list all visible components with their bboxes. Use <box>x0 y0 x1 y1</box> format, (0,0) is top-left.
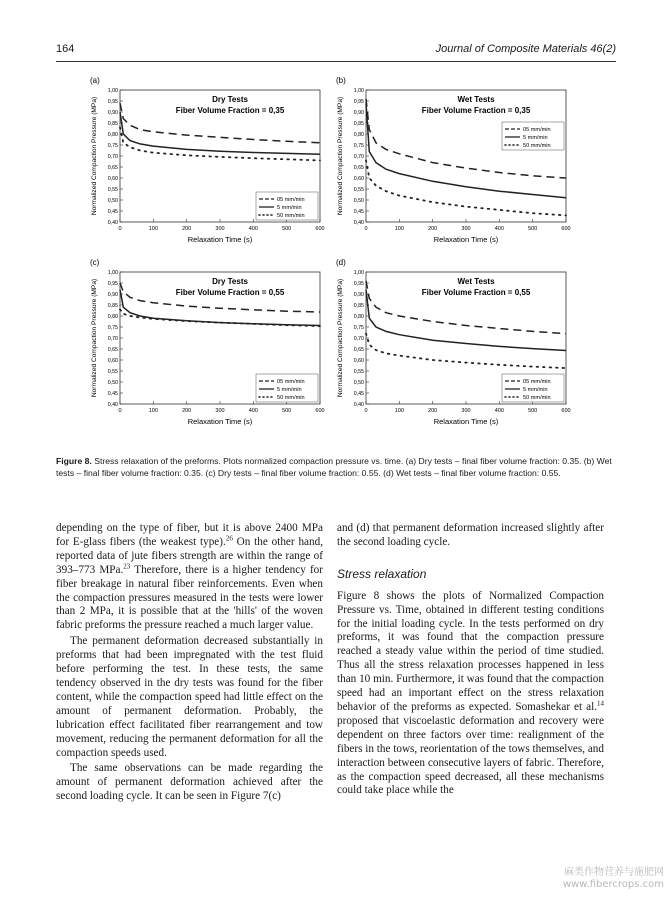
x-tick-label: 300 <box>461 408 471 414</box>
legend-label: 05 mm/min <box>523 127 551 133</box>
x-tick-label: 300 <box>215 408 225 414</box>
x-tick-label: 500 <box>528 408 538 414</box>
y-tick-label: 1,00 <box>353 270 364 276</box>
y-axis-label: Normalized Compaction Pressure (MPa) <box>337 278 344 398</box>
legend-label: 05 mm/min <box>277 197 305 203</box>
caption-text: Stress relaxation of the preforms. Plots normalized compaction pressure vs. time. (a) Dry tests – final fiber volume fraction: 0.35. (b) Wet tests – final fiber volume fraction: 0.35. (c) Dry tests – final fiber volume fraction: 0.55. (d) Wet tests – final fiber volume fraction: 0.55. <box>56 456 612 478</box>
y-tick-label: 0,90 <box>107 110 118 116</box>
x-tick-label: 200 <box>428 408 438 414</box>
y-tick-label: 0,55 <box>353 187 364 193</box>
chart-svg <box>332 258 572 436</box>
paragraph: The permanent deformation decreased substantially in preforms that had been impregnated with the test fluid before performing the test. In these tests, the same tendency observed in the dry tests was found for the fiber content, while the compaction speed had little effect on the amount of permanent deformation. Probably, the lubrication effect facilitated fiber rearrangement and tow movement, reducing the permanent deformation for all the compaction speeds used. <box>56 635 323 759</box>
y-tick-label: 0,60 <box>107 176 118 182</box>
x-tick-label: 100 <box>148 226 158 232</box>
x-axis-label: Relaxation Time (s) <box>433 235 499 244</box>
caption-label: Figure 8. <box>56 456 92 466</box>
y-tick-label: 0,80 <box>107 132 118 138</box>
y-tick-label: 1,00 <box>107 270 118 276</box>
y-tick-label: 0,70 <box>107 336 118 342</box>
y-tick-label: 0,65 <box>353 347 364 353</box>
panel-label: (a) <box>90 76 100 85</box>
y-tick-label: 0,40 <box>353 402 364 408</box>
y-tick-label: 0,95 <box>353 99 364 105</box>
chart-panel-d <box>332 258 572 436</box>
y-tick-label: 0,70 <box>353 336 364 342</box>
series-line <box>366 290 566 351</box>
paragraph: The same observations can be made regarding the amount of permanent deformation achieved after the second loading cycle. It can be seen in Figure 7(c) <box>56 762 323 803</box>
y-tick-label: 0,65 <box>353 165 364 171</box>
y-tick-label: 0,90 <box>353 292 364 298</box>
legend-label: 5 mm/min <box>277 387 302 393</box>
paragraph: Figure 8 shows the plots of Normalized Compaction Pressure vs. Time, obtained in different testing conditions for the initial loading cycle. In the tests performed on dry preforms, it was found that the compaction pressure reached a steady value within the period of time studied. Thus all the stress relaxation processes happened in less than 10 min. Furthermore, it was found that the compaction speed had an important effect on the stress relaxation behavior of the preforms as expected. Somashekar et al.$^{14}$ proposed that viscoelastic deformation and recovery were dependent on three factors over time: realignment of the fibers in the tows, reorientation of the tows themselves, and interaction between consecutive layers of fabric. Therefore, as the compaction speed decreased, all these mechanisms could take place while the <box>337 589 604 797</box>
y-tick-label: 0,55 <box>353 369 364 375</box>
y-tick-label: 0,40 <box>107 402 118 408</box>
y-tick-label: 0,65 <box>107 347 118 353</box>
series-line <box>366 160 566 215</box>
y-tick-label: 0,55 <box>107 369 118 375</box>
x-axis-label: Relaxation Time (s) <box>433 417 499 426</box>
legend-label: 5 mm/min <box>523 135 548 141</box>
paragraph: and (d) that permanent deformation increased slightly after the second loading cycle. <box>337 522 604 548</box>
y-tick-label: 0,70 <box>107 154 118 160</box>
y-tick-label: 1,00 <box>353 88 364 94</box>
panel-label: (c) <box>90 258 100 267</box>
y-tick-label: 0,40 <box>107 220 118 226</box>
x-tick-label: 600 <box>315 226 325 232</box>
citation: 23 <box>123 561 131 570</box>
y-tick-label: 0,65 <box>107 165 118 171</box>
y-tick-label: 0,90 <box>353 110 364 116</box>
x-tick-label: 100 <box>148 408 158 414</box>
y-tick-label: 0,75 <box>107 325 118 331</box>
y-tick-label: 0,80 <box>107 314 118 320</box>
chart-svg <box>86 258 326 436</box>
x-tick-label: 400 <box>494 408 504 414</box>
chart-title: Dry Tests <box>212 277 248 286</box>
citation: 26 <box>225 534 233 543</box>
legend-label: 05 mm/min <box>523 379 551 385</box>
legend-label: 5 mm/min <box>523 387 548 393</box>
x-tick-label: 600 <box>315 408 325 414</box>
x-tick-label: 100 <box>394 226 404 232</box>
x-tick-label: 400 <box>494 226 504 232</box>
journal-title: Journal of Composite Materials 46(2) <box>435 43 616 55</box>
y-tick-label: 0,45 <box>353 391 364 397</box>
y-tick-label: 0,95 <box>107 99 118 105</box>
y-tick-label: 0,60 <box>353 358 364 364</box>
chart-panel-b <box>332 76 572 254</box>
y-tick-label: 0,75 <box>107 143 118 149</box>
watermark-url: www.fibercrops.com <box>562 879 664 890</box>
x-axis-label: Relaxation Time (s) <box>187 417 253 426</box>
y-tick-label: 0,75 <box>353 143 364 149</box>
y-axis-label: Normalized Compaction Pressure (MPa) <box>337 96 344 216</box>
x-tick-label: 400 <box>248 408 258 414</box>
series-line <box>366 103 566 198</box>
series-line <box>120 112 320 154</box>
chart-svg <box>332 76 572 254</box>
y-tick-label: 0,60 <box>353 176 364 182</box>
y-tick-label: 0,80 <box>353 132 364 138</box>
legend-label: 05 mm/min <box>277 379 305 385</box>
x-tick-label: 0 <box>118 226 122 232</box>
x-tick-label: 600 <box>561 408 571 414</box>
x-tick-label: 0 <box>364 226 368 232</box>
series-line <box>120 127 320 160</box>
x-tick-label: 400 <box>248 226 258 232</box>
legend-label: 5 mm/min <box>277 205 302 211</box>
series-line <box>120 309 320 326</box>
y-tick-label: 0,40 <box>353 220 364 226</box>
y-tick-label: 0,70 <box>353 154 364 160</box>
x-tick-label: 300 <box>461 226 471 232</box>
x-tick-label: 0 <box>118 408 122 414</box>
legend-label: 50 mm/min <box>523 395 551 401</box>
y-tick-label: 0,50 <box>107 380 118 386</box>
legend-label: 50 mm/min <box>277 395 305 401</box>
paragraph: depending on the type of fiber, but it is above 2400 MPa for E-glass fibers (the weakest type).$^{26}$ On the other hand, reported data of jute fibers strength are within the range of 393–773 MPa.$^{23}$ Therefore, there is a higher tendency for fiber breakage in natural fiber reinforcements. Even when the compaction pressures measured in the tests were lower than 2 MPa, it is possible that at the 'hills' of the woven fabric preforms the pressure reached a much larger value. <box>56 522 324 632</box>
y-tick-label: 0,85 <box>107 303 118 309</box>
chart-panel-c <box>86 258 326 436</box>
y-axis-label: Normalized Compaction Pressure (MPa) <box>91 96 98 216</box>
y-tick-label: 0,75 <box>353 325 364 331</box>
y-tick-label: 0,45 <box>353 209 364 215</box>
y-tick-label: 0,80 <box>353 314 364 320</box>
x-tick-label: 0 <box>364 408 368 414</box>
y-tick-label: 0,45 <box>107 391 118 397</box>
y-tick-label: 0,85 <box>353 303 364 309</box>
figure-caption <box>56 455 616 479</box>
chart-subtitle: Fiber Volume Fraction = 0,35 <box>175 106 285 115</box>
y-axis-label: Normalized Compaction Pressure (MPa) <box>91 278 98 398</box>
x-tick-label: 300 <box>215 226 225 232</box>
header-rule <box>56 61 616 62</box>
chart-title: Dry Tests <box>212 95 248 104</box>
watermark-line: 麻类作物营养与施肥网 <box>564 867 664 878</box>
series-line <box>366 334 566 369</box>
x-tick-label: 100 <box>394 408 404 414</box>
panel-label: (b) <box>336 76 346 85</box>
y-tick-label: 0,50 <box>107 198 118 204</box>
chart-subtitle: Fiber Volume Fraction = 0,55 <box>175 288 285 297</box>
y-tick-label: 0,95 <box>107 281 118 287</box>
x-tick-label: 500 <box>282 226 292 232</box>
body-column-right <box>337 522 604 800</box>
section-heading: Stress relaxation <box>337 566 427 581</box>
x-tick-label: 200 <box>428 226 438 232</box>
y-tick-label: 1,00 <box>107 88 118 94</box>
x-tick-label: 500 <box>282 408 292 414</box>
citation: 14 <box>597 699 604 708</box>
watermark <box>563 867 664 891</box>
panel-label: (d) <box>336 258 346 267</box>
y-tick-label: 0,85 <box>353 121 364 127</box>
chart-subtitle: Fiber Volume Fraction = 0,35 <box>421 106 531 115</box>
y-tick-label: 0,90 <box>107 292 118 298</box>
legend-label: 50 mm/min <box>523 143 551 149</box>
x-tick-label: 600 <box>561 226 571 232</box>
chart-subtitle: Fiber Volume Fraction = 0,55 <box>421 288 531 297</box>
chart-title: Wet Tests <box>457 277 495 286</box>
y-tick-label: 0,50 <box>353 198 364 204</box>
y-tick-label: 0,55 <box>107 187 118 193</box>
page-number: 164 <box>56 43 75 55</box>
x-tick-label: 200 <box>182 226 192 232</box>
legend-label: 50 mm/min <box>277 213 305 219</box>
y-tick-label: 0,50 <box>353 380 364 386</box>
body-column-left <box>56 522 323 806</box>
x-tick-label: 200 <box>182 408 192 414</box>
y-tick-label: 0,45 <box>107 209 118 215</box>
y-tick-label: 0,85 <box>107 121 118 127</box>
chart-title: Wet Tests <box>457 95 495 104</box>
x-tick-label: 500 <box>528 226 538 232</box>
chart-panel-a <box>86 76 326 254</box>
y-tick-label: 0,60 <box>107 358 118 364</box>
chart-svg <box>86 76 326 254</box>
y-tick-label: 0,95 <box>353 281 364 287</box>
x-axis-label: Relaxation Time (s) <box>187 235 253 244</box>
